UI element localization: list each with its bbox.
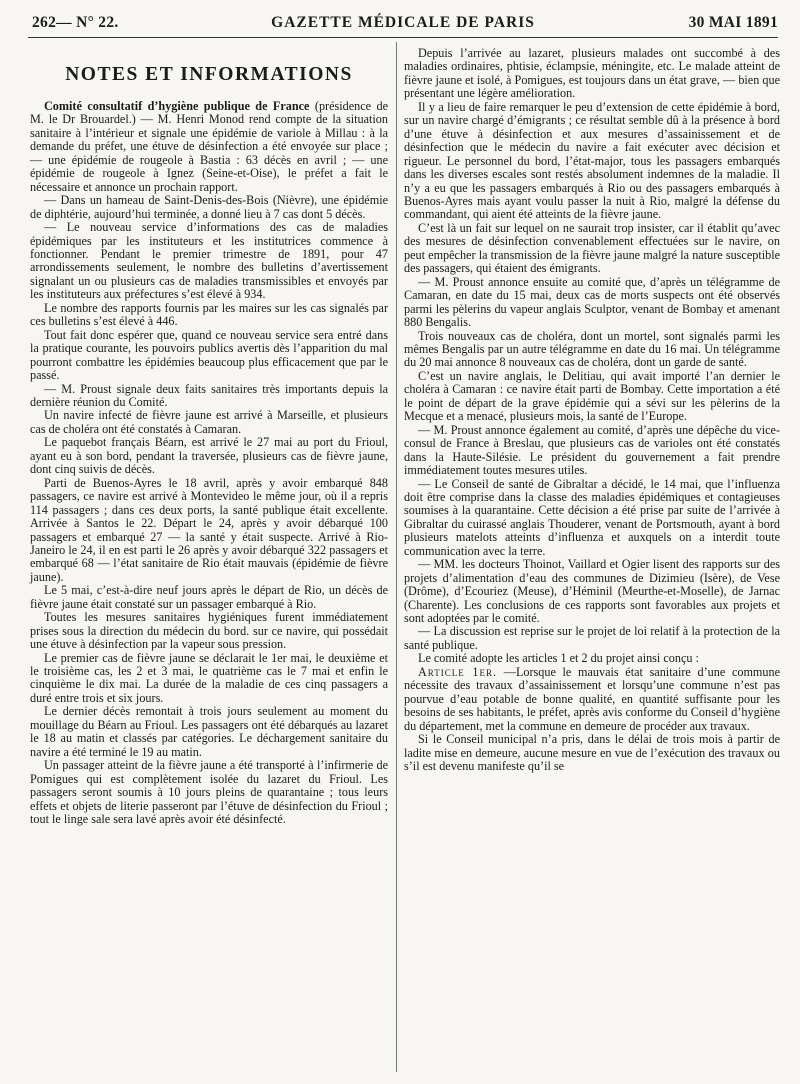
paragraph bbox=[30, 100, 388, 194]
lead-heading: Comité consultatif d’hygiène publique de France bbox=[44, 99, 310, 113]
paragraph: Le dernier décès remontait à trois jours seulement au moment du mouillage du Béarn au Frioul. Les passagers ont été débarqués au lazaret le 18 au matin et classés par catégories. Le déchargement sanitaire du navire a été terminé le 19 au matin. bbox=[30, 704, 388, 759]
paragraph-text: (présidence de M. le Dr Brouardel.) — M. Henri Monod rend compte de la situation sanitaire à l’intérieur et signale une épidémie de variole à Millau : à la demande du préfet, une étuve de désinfection a été envoyée sur place ; — une épidémie de rougeole à Bastia : 63 décès en avril ; — une épidémie de rougeole à Ignez (Seine-et-Oise), le préfet a fait le nécessaire et annonce un prochain rapport. bbox=[30, 99, 388, 194]
paragraph: Si le Conseil municipal n’a pris, dans le délai de trois mois à partir de ladite mise en demeure, aucune mesure en vue de l’exécution des travaux ou s’il est devenu manifeste qu’il se bbox=[404, 732, 780, 774]
paragraph: Le premier cas de fièvre jaune se déclarait le 1er mai, le deuxième et le troisième cas, les 2 et 3 mai, le quatrième cas le 7 mai et enfin le cinquième le dix mai. La durée de la maladie de ces cinq passagers a duré entre trois et six jours. bbox=[30, 650, 388, 705]
paragraph: Toutes les mesures sanitaires hygiéniques furent immédiatement prises sous la direction du médecin du bord. sur ce navire, qui possédait une étuve à désinfection par la vapeur sous pression. bbox=[30, 610, 388, 652]
paragraph: — Le nouveau service d’informations des cas de maladies épidémiques par les instituteurs et les institutrices commence à fonctionner. Pendant le premier trimestre de 1891, pour 47 arrondissements seulement, le nombre des bulletins d’avertissement signalant un ou plusieurs cas de maladies transmissibles et envoyés par les instituteurs aux préfectures s’est élevé à 934. bbox=[30, 220, 388, 302]
header-rule bbox=[28, 37, 778, 38]
paragraph: — Dans un hameau de Saint-Denis-des-Bois (Nièvre), une épidémie de diphtérie, aujourd’hui terminée, a donné lieu à 7 cas dont 5 décès. bbox=[30, 193, 388, 221]
paragraph: Le 5 mai, c’est-à-dire neuf jours après le départ de Rio, un décès de fièvre jaune était constaté sur un passager embarqué à Rio. bbox=[30, 583, 388, 611]
journal-title: GAZETTE MÉDICALE DE PARIS bbox=[271, 14, 535, 31]
paragraph: Le paquebot français Béarn, est arrivé le 27 mai au port du Frioul, ayant eu à son bord, pendant la traversée, plusieurs cas de fièvre jaune, dont cinq suivis de décès. bbox=[30, 435, 388, 477]
page-number: 262— N° 22. bbox=[32, 14, 119, 31]
section-title: NOTES ET INFORMATIONS bbox=[65, 64, 353, 85]
paragraph: Trois nouveaux cas de choléra, dont un mortel, sont signalés parmi les mêmes Bengalis par un autre télégramme en date du 16 mai. Un télégramme du 20 mai annonce 8 nouveaux cas de choléra, dont un garde de santé. bbox=[404, 328, 780, 370]
article-label: Article 1er. bbox=[418, 664, 498, 679]
paragraph: C’est un navire anglais, le Delitiau, qui avait importé l’an dernier le choléra à Camaran : ce navire était parti de Bombay. Cette importation a été le point de départ de la grave épidémie qui a sévi sur les pèlerins de la Mecque et a menacé, plusieurs mois, la santé de l’Europe. bbox=[404, 368, 780, 424]
paragraph: — M. Proust annonce également au comité, d’après une dépêche du vice-consul de France à Breslau, que plusieurs cas de varioles ont été constatés dans la Haute-Silésie. Le président du gouvernement a fait prendre immédiatement toutes mesures utiles. bbox=[404, 422, 780, 478]
paragraph: Tout fait donc espérer que, quand ce nouveau service sera entré dans la pratique courante, les pouvoirs publics avertis dès l’apparition du mal pourront combattre les épidémies beaucoup plus efficacement que par le passé. bbox=[30, 327, 388, 383]
paragraph: Depuis l’arrivée au lazaret, plusieurs malades ont succombé à des maladies ordinaires, phtisie, éclampsie, méningite, etc. Le malade atteint de fièvre jaune et isolé, à Pomigues, est toujours dans un état grave, — bien que présentant une légère amélioration. bbox=[404, 46, 780, 101]
paragraph: Parti de Buenos-Ayres le 18 avril, après y avoir embarqué 848 passagers, ce navire est arrivé à Montevideo le même jour, où il a repris 114 passagers ; dans ces deux ports, la santé publique était excellente. Arrivée à Santos le 22. Départ le 24, après y avoir débarqué 100 passagers et embarqué 27 — la santé y était suspecte. Arrivé à Rio-Janeiro le 24, il en est parti le 26 après y avoir débarqué 322 passagers et embarqué 68 — l’état sanitaire de Rio était mauvais (épidémie de fièvre jaune). bbox=[30, 475, 388, 584]
issue-date: 30 MAI 1891 bbox=[688, 14, 778, 31]
paragraph: Le nombre des rapports fournis par les maires sur les cas signalés par ces bulletins s’est élevé à 446. bbox=[30, 300, 388, 329]
paragraph: — MM. les docteurs Thoinot, Vaillard et Ogier lisent des rapports sur des projets d’alimentation d’eau des communes de Dizimieu (Isère), de Vese (Drôme), d’Ecouriez (Meuse), d’Héminil (Meurthe-et-Moselle), de Jarnac (Charente). Les conclusions de ces rapports sont favorables aux projets et sont adoptées par le comité. bbox=[404, 557, 780, 626]
paragraph: — M. Proust annonce ensuite au comité que, d’après un télégramme de Camaran, en date du 15 mai, deux cas de morts suspects ont été observés parmi les pèlerins du vapeur anglais Sculptor, venant de Bombay et amenant 880 Bengalis. bbox=[404, 274, 780, 330]
paragraph: Un passager atteint de la fièvre jaune a été transporté à l’infirmerie de Pomigues qui est complètement isolée du lazaret du Frioul. Les passagers seront soumis à 10 jours pleins de quarantaine ; tous leurs effets et objets de literie passeront par l’étuve de désinfection du Frioul ; tout le linge sale sera lavé après avoir été désinfecté. bbox=[30, 758, 388, 827]
paragraph: Un navire infecté de fièvre jaune est arrivé à Marseille, et plusieurs cas de choléra ont été constatés à Camaran. bbox=[30, 408, 388, 436]
paragraph: Le comité adopte les articles 1 et 2 du projet ainsi conçu : bbox=[418, 651, 699, 666]
paragraph bbox=[404, 666, 780, 733]
paragraph: — La discussion est reprise sur le projet de loi relatif à la protection de la santé publique. bbox=[404, 624, 780, 652]
right-column bbox=[404, 47, 780, 773]
paragraph: Il y a lieu de faire remarquer le peu d’extension de cette épidémie à bord, sur un navire chargé d’émigrants ; ce résultat semble dû à la présence à bord d’une étuve à désinfection et aux mesures d’assainissement et de désinfection que le médecin du navire a fait exécuter avec décision et rigueur. Le personnel du bord, l’état-major, tous les passagers embarqués dans les diverses escales sont restés absolument indemnes de la maladie. Il n’y a eu que les passagers embarqués à Rio ou des passagers embarqués à Buenos-Ayres mais ayant voulu passer la nuit à Rio, malgré la défense du commandant, qui aient été atteints de la fièvre jaune. bbox=[404, 99, 780, 222]
paragraph: — M. Proust signale deux faits sanitaires très importants depuis la dernière réunion du Comité. bbox=[30, 381, 388, 409]
column-divider bbox=[396, 42, 397, 1072]
paragraph-text: —Lorsque le mauvais état sanitaire d’une commune nécessite des travaux d’assainissement et lorsqu’une commune n’est pas pourvue d’eau potable de bonne qualité, en quantité suffisante pour les besoins de ses habitants, le préfet, après avis conforme du Conseil d’hygiène du département, met la commune en demeure de procéder aux travaux. bbox=[404, 664, 780, 733]
paragraph: — Le Conseil de santé de Gibraltar a décidé, le 14 mai, que l’influenza doit être comprise dans la classe des maladies épidémiques et contagieuses soumises à la quarantaine. Cette décision a été prise par suite de l’arrivée à Gibraltar du cuirassé anglais Thouderer, venant de Portsmouth, ayant à bord plusieurs matelots atteints d’influenza et auxquels on a interdit toute communication avec la terre. bbox=[404, 476, 780, 558]
paragraph: C’est là un fait sur lequel on ne saurait trop insister, car il établit qu’avec des mesures de désinfection convenablement effectuées sur le navire, on peut empêcher la transmission de la fièvre jaune malgré la nature susceptible des passagers, qui étaient des émigrants. bbox=[404, 220, 780, 276]
page-header bbox=[28, 8, 778, 34]
